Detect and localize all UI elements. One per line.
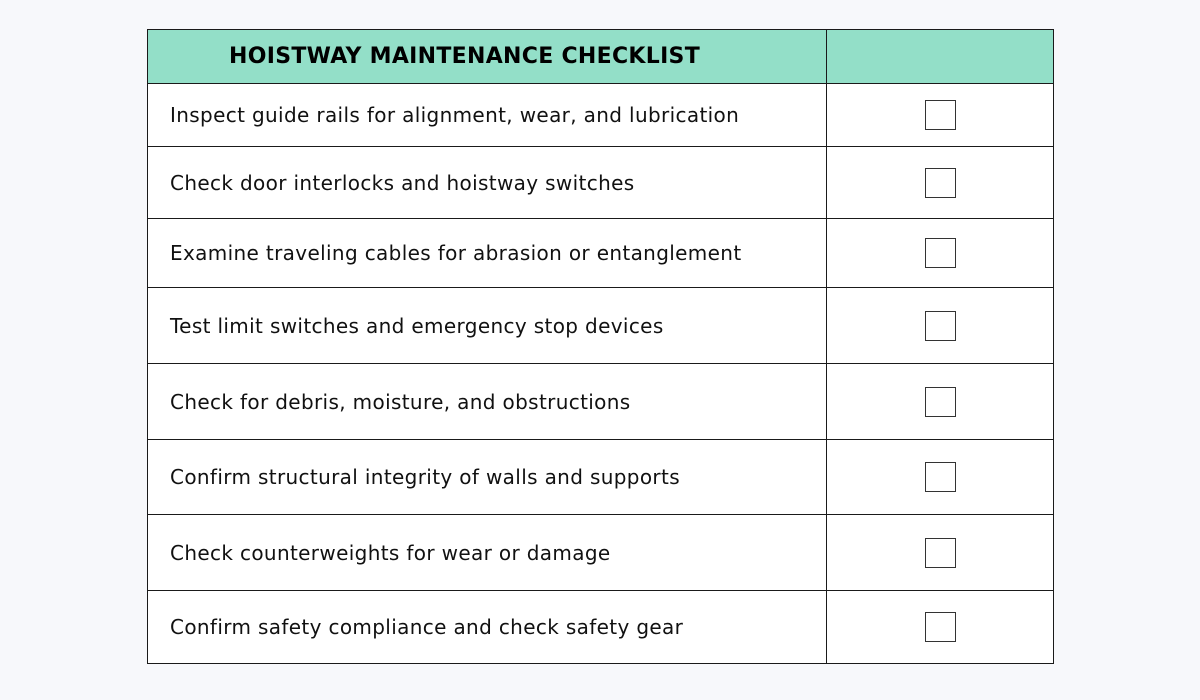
task-checkbox[interactable] [925,238,956,268]
checklist-row [148,440,1054,515]
task-checkbox[interactable] [925,100,956,130]
checklist-task: Check counterweights for wear or damage [148,515,827,591]
checklist-row [148,147,1054,219]
checklist-task: Examine traveling cables for abrasion or entanglement [148,219,827,288]
task-checkbox[interactable] [925,462,956,492]
checklist-row [148,591,1054,664]
hoistway-checklist-table [147,29,1054,664]
task-checkbox[interactable] [925,387,956,417]
checklist-header-row [148,30,1054,84]
checklist-task: Inspect guide rails for alignment, wear, and lubrication [148,84,827,147]
checklist-checkbox-cell [827,288,1054,364]
checklist-title: HOISTWAY MAINTENANCE CHECKLIST [148,30,827,84]
checklist-row [148,84,1054,147]
checklist-task: Confirm safety compliance and check safety gear [148,591,827,664]
checklist-task: Check for debris, moisture, and obstructions [148,364,827,440]
checklist-row [148,364,1054,440]
checklist-checkbox-cell [827,591,1054,664]
task-checkbox[interactable] [925,311,956,341]
task-checkbox[interactable] [925,612,956,642]
checklist-row [148,288,1054,364]
checklist-row [148,219,1054,288]
checklist-status-header [827,30,1054,84]
task-checkbox[interactable] [925,168,956,198]
checklist-checkbox-cell [827,364,1054,440]
checklist-checkbox-cell [827,84,1054,147]
task-checkbox[interactable] [925,538,956,568]
checklist-checkbox-cell [827,515,1054,591]
checklist-checkbox-cell [827,440,1054,515]
checklist-row [148,515,1054,591]
checklist-task: Test limit switches and emergency stop devices [148,288,827,364]
checklist-task: Confirm structural integrity of walls and supports [148,440,827,515]
checklist-task: Check door interlocks and hoistway switches [148,147,827,219]
checklist-checkbox-cell [827,147,1054,219]
checklist-checkbox-cell [827,219,1054,288]
